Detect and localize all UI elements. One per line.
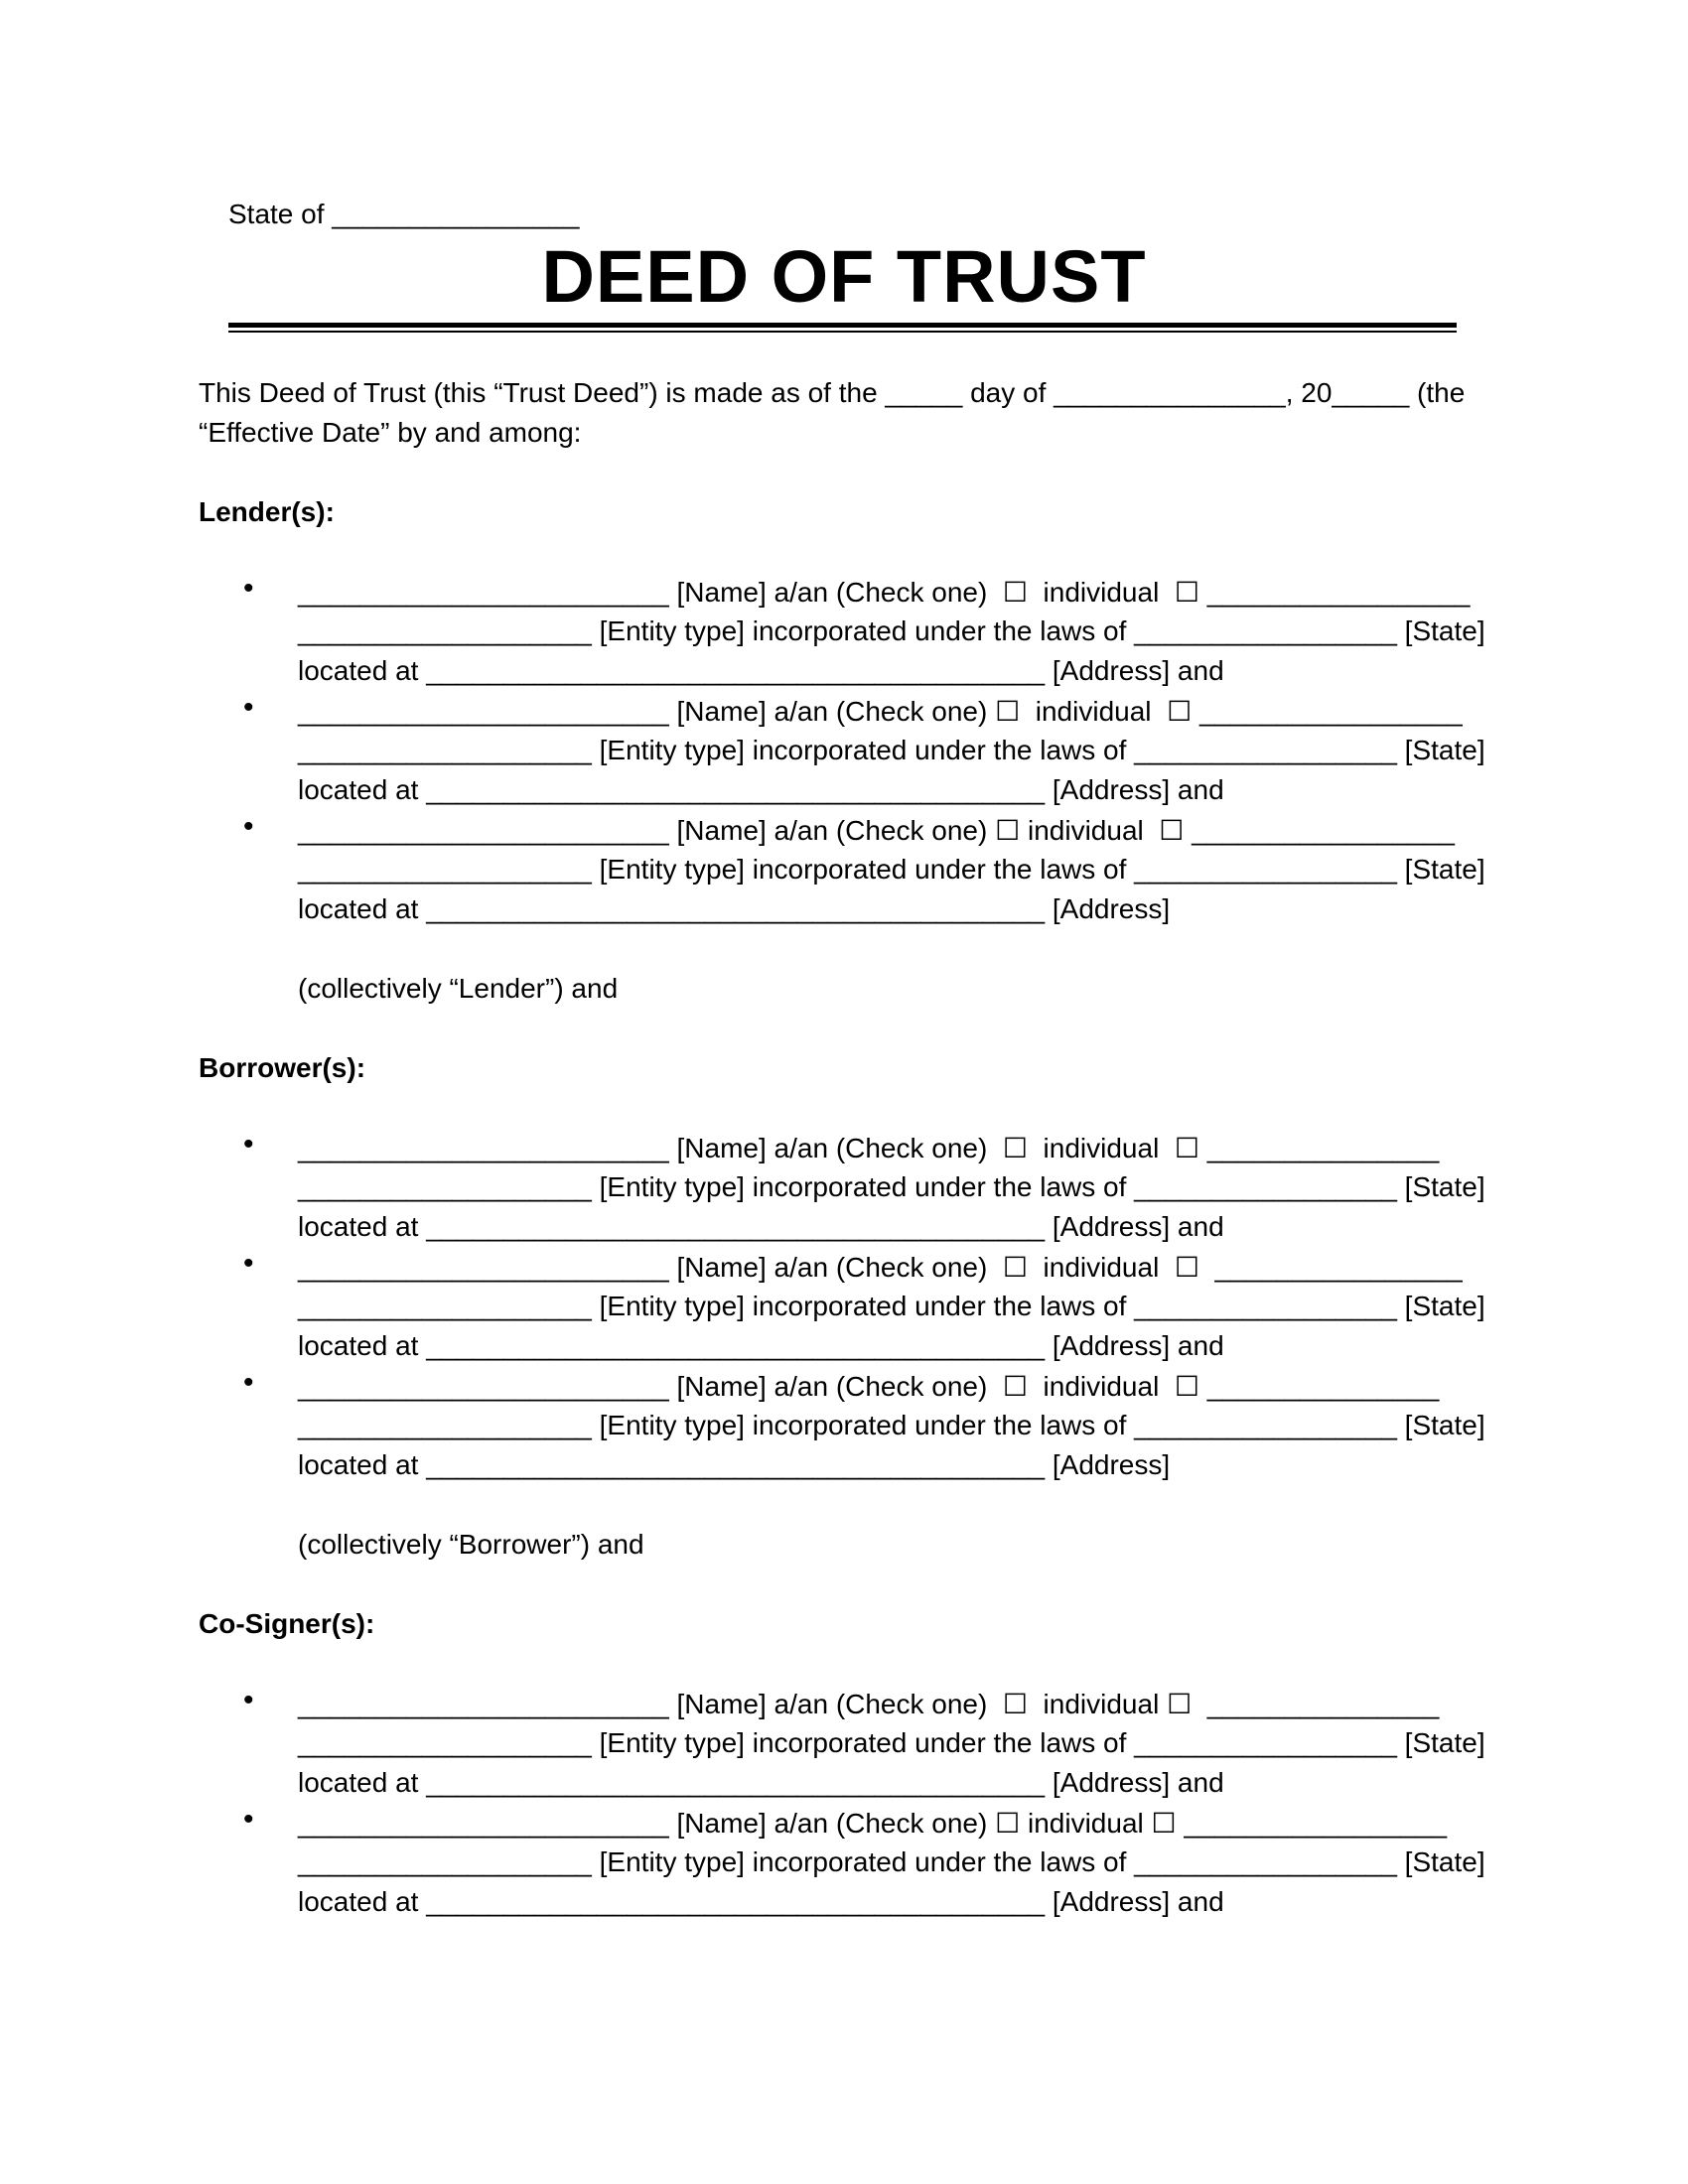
cosigner-2-entity-line: ___________________ [Entity type] incorporated under the laws of _________________ [State] bbox=[298, 1846, 1485, 1877]
cosigner-1-address-line: located at ________________________________________ [Address] and bbox=[298, 1767, 1224, 1798]
intro-line-1: This Deed of Trust (this “Trust Deed”) is made as of the _____ day of _______________, 20_____ (the bbox=[199, 377, 1466, 408]
borrower-3-bullet: • bbox=[243, 1366, 254, 1399]
lenders-heading: Lender(s): bbox=[199, 496, 335, 527]
cosigner-1-entity-line: ___________________ [Entity type] incorporated under the laws of _________________ [State] bbox=[298, 1727, 1485, 1758]
borrower-2-address-line: located at ________________________________________ [Address] and bbox=[298, 1330, 1224, 1361]
borrowers-heading: Borrower(s): bbox=[199, 1052, 366, 1083]
borrower-3-address-line: located at ________________________________________ [Address] bbox=[298, 1449, 1171, 1480]
title-rule-thick bbox=[228, 323, 1457, 328]
cosigner-2-bullet: • bbox=[243, 1803, 254, 1836]
lender-2-address-line: located at ________________________________________ [Address] and bbox=[298, 774, 1224, 805]
intro-line-2: “Effective Date” by and among: bbox=[199, 417, 582, 448]
borrower-2-name-line: ________________________ [Name] a/an (Check one) ☐ individual ☐ ________________ bbox=[298, 1252, 1463, 1283]
borrower-1-entity-line: ___________________ [Entity type] incorporated under the laws of _________________ [State] bbox=[298, 1171, 1485, 1202]
borrower-2-entity-line: ___________________ [Entity type] incorporated under the laws of _________________ [State] bbox=[298, 1291, 1485, 1321]
lender-3-name-line: ________________________ [Name] a/an (Check one) ☐ individual ☐ _________________ bbox=[298, 815, 1455, 846]
borrower-2-bullet: • bbox=[243, 1247, 254, 1280]
lender-2-entity-line: ___________________ [Entity type] incorporated under the laws of _________________ [State] bbox=[298, 735, 1485, 765]
lender-3-entity-line: ___________________ [Entity type] incorporated under the laws of _________________ [State] bbox=[298, 854, 1485, 885]
state-field-line: State of ________________ bbox=[228, 199, 580, 229]
cosigner-2-address-line: located at ________________________________________ [Address] and bbox=[298, 1886, 1224, 1917]
borrower-3-entity-line: ___________________ [Entity type] incorporated under the laws of _________________ [State] bbox=[298, 1410, 1485, 1440]
cosigner-2-name-line: ________________________ [Name] a/an (Check one) ☐ individual ☐ _________________ bbox=[298, 1808, 1448, 1839]
borrower-1-name-line: ________________________ [Name] a/an (Check one) ☐ individual ☐ _______________ bbox=[298, 1133, 1440, 1163]
cosigner-1-name-line: ________________________ [Name] a/an (Check one) ☐ individual ☐ _______________ bbox=[298, 1689, 1440, 1719]
lender-1-bullet: • bbox=[243, 572, 254, 605]
cosigners-heading: Co-Signer(s): bbox=[199, 1608, 375, 1639]
borrowers-collective-text: (collectively “Borrower”) and bbox=[298, 1529, 644, 1560]
borrower-1-bullet: • bbox=[243, 1128, 254, 1160]
title-rule-thin bbox=[228, 331, 1457, 333]
lender-3-address-line: located at ________________________________________ [Address] bbox=[298, 893, 1171, 924]
lender-1-address-line: located at ________________________________________ [Address] and bbox=[298, 655, 1224, 686]
lender-1-name-line: ________________________ [Name] a/an (Check one) ☐ individual ☐ _________________ bbox=[298, 577, 1471, 608]
lender-2-bullet: • bbox=[243, 691, 254, 724]
borrower-3-name-line: ________________________ [Name] a/an (Check one) ☐ individual ☐ _______________ bbox=[298, 1371, 1440, 1402]
borrower-1-address-line: located at ________________________________________ [Address] and bbox=[298, 1211, 1224, 1242]
lender-1-entity-line: ___________________ [Entity type] incorporated under the laws of _________________ [State] bbox=[298, 615, 1485, 646]
lender-2-name-line: ________________________ [Name] a/an (Check one) ☐ individual ☐ _________________ bbox=[298, 696, 1463, 727]
document-title: DEED OF TRUST bbox=[541, 235, 1147, 318]
cosigner-1-bullet: • bbox=[243, 1684, 254, 1716]
lender-3-bullet: • bbox=[243, 810, 254, 843]
lenders-collective-text: (collectively “Lender”) and bbox=[298, 973, 619, 1004]
